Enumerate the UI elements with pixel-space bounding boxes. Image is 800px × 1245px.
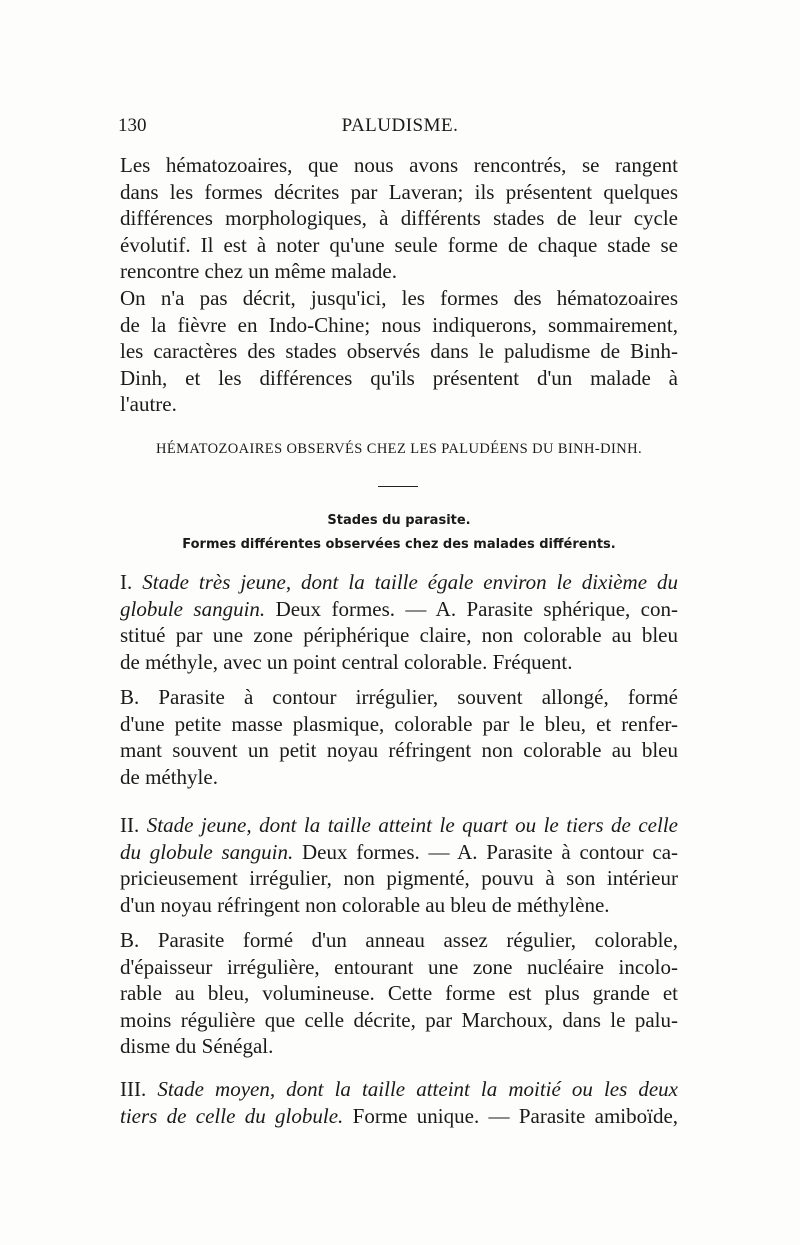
text-line: rencontre chez un même malade. bbox=[120, 259, 397, 284]
paragraph-stage-3 bbox=[120, 1076, 678, 1129]
paragraph-stage-1 bbox=[120, 569, 678, 675]
paragraph-stage-2 bbox=[120, 812, 678, 918]
paragraph-intro bbox=[120, 152, 678, 285]
paragraph-indochina bbox=[120, 285, 678, 418]
italic-text: Stade très jeune, dont la taille égale environ le dixième du bbox=[142, 570, 678, 594]
italic-text: globule sanguin. bbox=[120, 596, 266, 621]
roman-numeral: II. bbox=[120, 813, 140, 837]
text-line bbox=[120, 812, 678, 839]
text-line: dans les formes décrites par Laveran; ils présentent quelques bbox=[120, 179, 678, 204]
section-divider bbox=[378, 486, 418, 487]
text-line: de méthyle. bbox=[120, 764, 218, 789]
text-line: stitué par une zone périphérique claire, non colorable au bleu bbox=[120, 623, 678, 648]
text-line: B. Parasite à contour irrégulier, souvent allongé, formé bbox=[120, 685, 678, 709]
italic-text: du globule sanguin. bbox=[120, 839, 294, 864]
subtitle-stades: Stades du parasite. bbox=[327, 513, 471, 528]
text-line: différences morphologiques, à différents stades de leur cycle bbox=[120, 206, 678, 231]
text-line: de la fièvre en Indo-Chine; nous indiquerons, sommairement, bbox=[120, 312, 678, 337]
running-header bbox=[118, 115, 682, 141]
text-line bbox=[120, 839, 678, 866]
roman-numeral: I. bbox=[120, 570, 133, 594]
italic-text: tiers de celle du globule. bbox=[120, 1103, 344, 1128]
text-line: disme du Sénégal. bbox=[120, 1034, 274, 1059]
text-run: Deux formes. — A. Parasite à contour ca- bbox=[301, 839, 679, 864]
text-line: pricieusement irrégulier, non pigmenté, pouvu à son intérieur bbox=[120, 866, 678, 891]
italic-text: Stade moyen, dont la taille atteint la moitié ou les deux bbox=[157, 1077, 679, 1101]
text-line: de méthyle, avec un point central colorable. Fréquent. bbox=[120, 649, 573, 674]
section-title: HÉMATOZOAIRES OBSERVÉS CHEZ LES PALUDÉENS DU BINH-DINH. bbox=[155, 441, 643, 457]
text-run: Deux formes. — A. Parasite sphérique, con- bbox=[275, 596, 678, 621]
text-line: Dinh, et les différences qu'ils présentent d'un malade à bbox=[120, 365, 678, 390]
text-line: mant souvent un petit noyau réfringent non colorable au bleu bbox=[120, 738, 678, 763]
text-line: Les hématozoaires, que nous avons rencontrés, se rangent bbox=[120, 153, 678, 177]
text-line: les caractères des stades observés dans le paludisme de Binh- bbox=[120, 339, 678, 364]
text-line: B. Parasite formé d'un anneau assez régulier, colorable, bbox=[120, 928, 678, 952]
paragraph-stage-1b bbox=[120, 684, 678, 790]
text-line: moins régulière que celle décrite, par Marchoux, dans le palu- bbox=[120, 1007, 678, 1032]
text-run: Forme unique. — Parasite amiboïde, bbox=[352, 1103, 679, 1128]
text-line: évolutif. Il est à noter qu'une seule forme de chaque stade se bbox=[120, 232, 678, 257]
running-title: PALUDISME. bbox=[341, 115, 459, 136]
text-line: d'une petite masse plasmique, colorable par le bleu, et renfer- bbox=[120, 711, 678, 736]
subtitle-formes: Formes différentes observées chez des malades différents. bbox=[182, 537, 616, 552]
roman-numeral: III. bbox=[120, 1077, 147, 1101]
text-line: l'autre. bbox=[120, 392, 177, 417]
text-line bbox=[120, 596, 678, 623]
text-line: d'épaisseur irrégulière, entourant une zone nucléaire incolo- bbox=[120, 954, 678, 979]
page-number: 130 bbox=[118, 115, 147, 136]
text-line bbox=[120, 1103, 678, 1130]
text-line bbox=[120, 569, 678, 596]
paragraph-stage-2b bbox=[120, 927, 678, 1060]
text-line: On n'a pas décrit, jusqu'ici, les formes des hématozoaires bbox=[120, 286, 678, 310]
text-line: d'un noyau réfringent non colorable au bleu de méthylène. bbox=[120, 892, 610, 917]
italic-text: Stade jeune, dont la taille atteint le quart ou le tiers de celle bbox=[146, 813, 678, 837]
text-line: rable au bleu, volumineuse. Cette forme est plus grande et bbox=[120, 981, 678, 1006]
text-line bbox=[120, 1076, 678, 1103]
